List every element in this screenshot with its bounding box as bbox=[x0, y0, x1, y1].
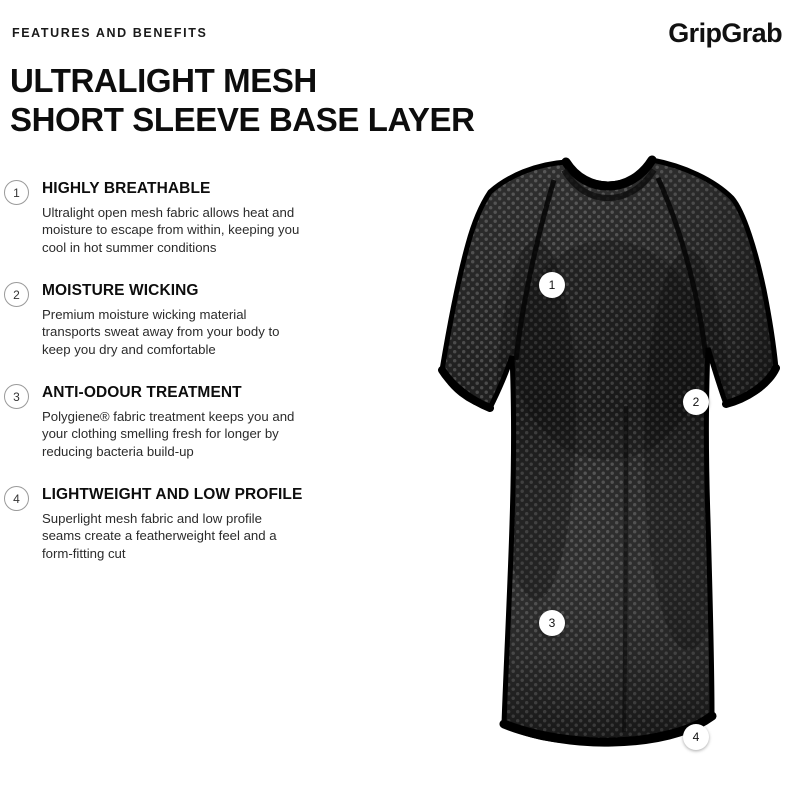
feature-number-badge-3: 3 bbox=[4, 384, 29, 409]
product-callout-3: 3 bbox=[539, 610, 565, 636]
feature-item-4 bbox=[0, 486, 330, 562]
feature-text-4: Superlight mesh fabric and low profile seams create a featherweight feel and a form-fitting cut bbox=[42, 511, 277, 561]
feature-text-2: Premium moisture wicking material transports sweat away from your body to keep you dry and comfortable bbox=[42, 306, 280, 357]
feature-title-2: MOISTURE WICKING bbox=[42, 282, 199, 300]
feature-number-badge-4: 4 bbox=[4, 486, 29, 511]
feature-list bbox=[0, 180, 330, 588]
feature-text-1: Ultralight open mesh fabric allows heat and moisture to escape from within, keeping you cool in hot summer conditions bbox=[42, 204, 300, 255]
feature-text-3: Polygiene® fabric treatment keeps you and your clothing smelling fresh for longer by reducing bacteria build-up bbox=[42, 408, 295, 459]
page-title-line2: SHORT SLEEVE BASE LAYER bbox=[10, 100, 475, 138]
product-callout-2: 2 bbox=[683, 389, 709, 415]
product-photo bbox=[340, 120, 800, 760]
feature-item-1 bbox=[0, 180, 330, 256]
feature-number-badge-2: 2 bbox=[4, 282, 29, 307]
product-callout-1: 1 bbox=[539, 272, 565, 298]
feature-item-2 bbox=[0, 282, 330, 358]
brand-logo: GripGrab bbox=[668, 18, 782, 48]
feature-title-1: HIGHLY BREATHABLE bbox=[42, 180, 211, 197]
feature-title-3: ANTI-ODOUR TREATMENT bbox=[42, 384, 242, 402]
product-callout-4: 4 bbox=[683, 724, 709, 750]
page-title-line1: ULTRALIGHT MESH bbox=[10, 62, 317, 99]
page-eyebrow: FEATURES AND BENEFITS bbox=[12, 26, 208, 40]
feature-number-badge-1: 1 bbox=[4, 180, 29, 205]
product-image-area bbox=[340, 120, 800, 760]
feature-title-4: LIGHTWEIGHT AND LOW PROFILE bbox=[42, 486, 303, 504]
feature-item-3 bbox=[0, 384, 330, 460]
